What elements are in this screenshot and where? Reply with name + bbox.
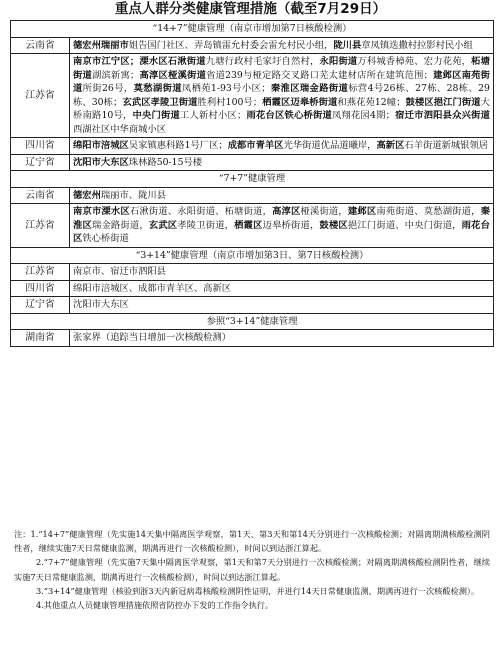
area-name-bold: 宿迁市泗阳县众兴街道 <box>394 110 490 121</box>
area-name-bold: 鼓楼区挹江门街道 <box>405 96 481 108</box>
area-name-bold: 建邺区 <box>347 206 377 217</box>
section-header: “3+14”健康管理（南京市增加第3日、第7日核酸检测） <box>11 247 494 264</box>
area-detail: 凤翔花园4期； <box>332 110 395 121</box>
province-cell: 云南省 <box>11 37 70 54</box>
area-name-bold: 柘塘街道 <box>73 56 490 81</box>
area-detail: 西湖社区中华商城小区 <box>73 123 166 135</box>
area-detail: 挹江门街道、中央门街道， <box>347 219 462 231</box>
table-row <box>11 187 494 204</box>
table-row <box>11 54 494 138</box>
table-row <box>11 297 494 314</box>
area-name-bold: 德宏州 <box>73 189 101 201</box>
measures-table <box>10 20 494 347</box>
area-cell <box>70 330 494 347</box>
area-detail: 孝陵卫街道， <box>177 219 235 231</box>
table-row <box>11 154 494 171</box>
table-row <box>11 37 494 54</box>
province-cell: 四川省 <box>11 138 70 155</box>
area-detail: 胜利村100号； <box>197 96 263 108</box>
area-name-bold: 鼓楼区 <box>319 219 348 231</box>
area-cell <box>70 187 494 204</box>
area-detail: 南苑街道、莫愁湖街道， <box>376 206 481 217</box>
area-name-bold: 绵阳市涪城区 <box>73 140 129 151</box>
section-header: “14+7”健康管理（南京市增加第7日核酸检测） <box>11 21 494 38</box>
area-name-bold: 南京市溧水区 <box>73 206 130 217</box>
area-detail: 万科城香樟苑、宏力花苑， <box>357 56 472 67</box>
table-row <box>11 280 494 297</box>
area-cell <box>70 204 494 248</box>
area-name-bold: 中央门街道 <box>132 110 181 121</box>
area-detail: 姐告国门社区、弄岛镇雷允村委会雷允村民小组， <box>128 39 334 51</box>
area-name-bold: 沈阳市大东区 <box>73 156 129 168</box>
area-cell <box>70 37 494 54</box>
area-name-bold: 秦淮区 <box>73 206 490 231</box>
area-detail: 张家界（追踪当日增加一次核酸检测） <box>73 332 232 343</box>
area-detail: 石羊街道新城银领居 <box>404 140 489 151</box>
area-detail: 沈阳市大东区 <box>73 299 129 310</box>
area-name-bold: 栖霞区迈皋桥街道 <box>262 96 338 108</box>
area-detail: 瑞丽市、陇川县 <box>100 189 166 201</box>
section-header: “7+7”健康管理 <box>11 171 494 188</box>
area-name-bold: 永阳街道 <box>319 56 358 67</box>
note-3: 3.“3+14”健康管理（核验到浙3天内新冠病毒核酸检测阴性证明，并进行14天日常健康监测，期满再进行一次核酸检测）。 <box>36 585 480 596</box>
area-name-bold: 高新区 <box>376 140 405 151</box>
area-detail: 光华街道优品道曦岸， <box>283 140 377 151</box>
area-detail: 迈皋桥街道， <box>262 219 320 231</box>
table-row <box>11 204 494 248</box>
area-name-bold: 建邺区南苑街道 <box>73 69 490 94</box>
area-name-bold: 栖霞区 <box>234 219 263 231</box>
area-detail: 标营4号26栋、27栋、28栋、29栋、30栋； <box>73 83 490 108</box>
area-detail: 湖滨新寓； <box>92 69 140 81</box>
area-detail: 珠林路50-15号楼 <box>128 156 203 168</box>
area-name-bold: 成都市青羊区 <box>227 140 284 151</box>
area-name-bold: 高淳区桠溪街道 <box>139 69 207 81</box>
note-4: 4.其他重点人员健康管理措施依照省防控办下发的工作指令执行。 <box>36 600 274 611</box>
area-detail: 九塘行政村毛家圩自然村， <box>205 56 320 67</box>
province-cell: 辽宁省 <box>11 297 70 314</box>
province-cell: 湖南省 <box>11 330 70 347</box>
area-name-bold: 雨花台区铁心桥街道 <box>246 110 333 121</box>
area-detail: 工人新村小区； <box>180 110 247 121</box>
area-name-bold: 陇川县 <box>333 39 362 51</box>
area-name-bold: 秦淮区瑞金路街道 <box>270 83 349 94</box>
area-detail: 大桥南路10号， <box>73 96 490 121</box>
area-name-bold: 雨花台区 <box>73 219 490 244</box>
section-header-row <box>11 171 494 188</box>
document-title: 重点人群分类健康管理措施（截至7月29日） <box>114 1 387 17</box>
area-detail: 南京市、宿迁市泗阳县 <box>73 266 166 277</box>
area-detail: 吴家镇惠科路1号厂区； <box>128 140 228 151</box>
table-row <box>11 264 494 281</box>
table-row <box>11 138 494 155</box>
area-detail: 所街26号， <box>82 83 134 94</box>
area-cell <box>70 54 494 138</box>
notes <box>14 527 490 612</box>
area-cell <box>70 138 494 155</box>
table-row <box>11 330 494 347</box>
area-name-bold: 高淳区 <box>272 206 301 217</box>
area-cell <box>70 297 494 314</box>
province-cell: 四川省 <box>11 280 70 297</box>
area-cell <box>70 154 494 171</box>
area-detail: 省道239与桠定路交叉路口芜太建材店所在建筑范围； <box>206 69 433 81</box>
area-name-bold: 南京市江宁区；溧水区石湫街道 <box>73 56 206 67</box>
area-detail: 石湫街道、永阳街道、柘塘街道， <box>129 206 273 217</box>
note-2: 2.“7+7”健康管理（先实施7天集中隔离医学观察，第1天和第7天分别进行一次核酸检测；对隔离期满核酸检测阴性者，继续实施7天日常健康监测，期满再进行一次核酸检测），时间以到达浙江算起。 <box>14 557 490 582</box>
area-cell <box>70 264 494 281</box>
area-name-bold: 莫愁湖街道 <box>133 83 182 94</box>
area-detail: 铁心桥街道 <box>82 233 129 244</box>
section-header-row <box>11 313 494 330</box>
province-cell: 辽宁省 <box>11 154 70 171</box>
area-detail: 绵阳市涪城区、成都市青羊区、高新区 <box>73 282 232 294</box>
section-header: 参照“3+14”健康管理 <box>11 313 494 330</box>
area-name-bold: 玄武区孝陵卫街道 <box>122 96 198 108</box>
area-cell <box>70 280 494 297</box>
section-header-row <box>11 21 494 38</box>
area-detail: 章凤镇迭撒村拉影村民小组 <box>361 39 473 51</box>
province-cell: 江苏省 <box>11 264 70 281</box>
area-detail: 凤栖苑1-93号小区； <box>181 83 271 94</box>
note-1: 注：1.“14+7”健康管理（先实施14天集中隔离医学观察，第1天、第3天和第14天分别进行一次核酸检测；对隔离期满核酸检测阴性者，继续实施7天日常健康监测，期满再进行一次核酸检测），时间以到达浙江算起。 <box>14 529 490 554</box>
area-name-bold: 德宏州瑞丽市 <box>73 39 129 51</box>
area-detail: 瑞金路街道， <box>91 219 149 231</box>
province-cell: 云南省 <box>11 187 70 204</box>
section-header-row <box>11 247 494 264</box>
province-cell: 江苏省 <box>11 54 70 138</box>
area-detail: 和燕花苑12幢； <box>337 96 406 108</box>
area-detail: 桠溪街道， <box>300 206 348 217</box>
province-cell: 江苏省 <box>11 204 70 248</box>
area-name-bold: 玄武区 <box>148 219 178 231</box>
